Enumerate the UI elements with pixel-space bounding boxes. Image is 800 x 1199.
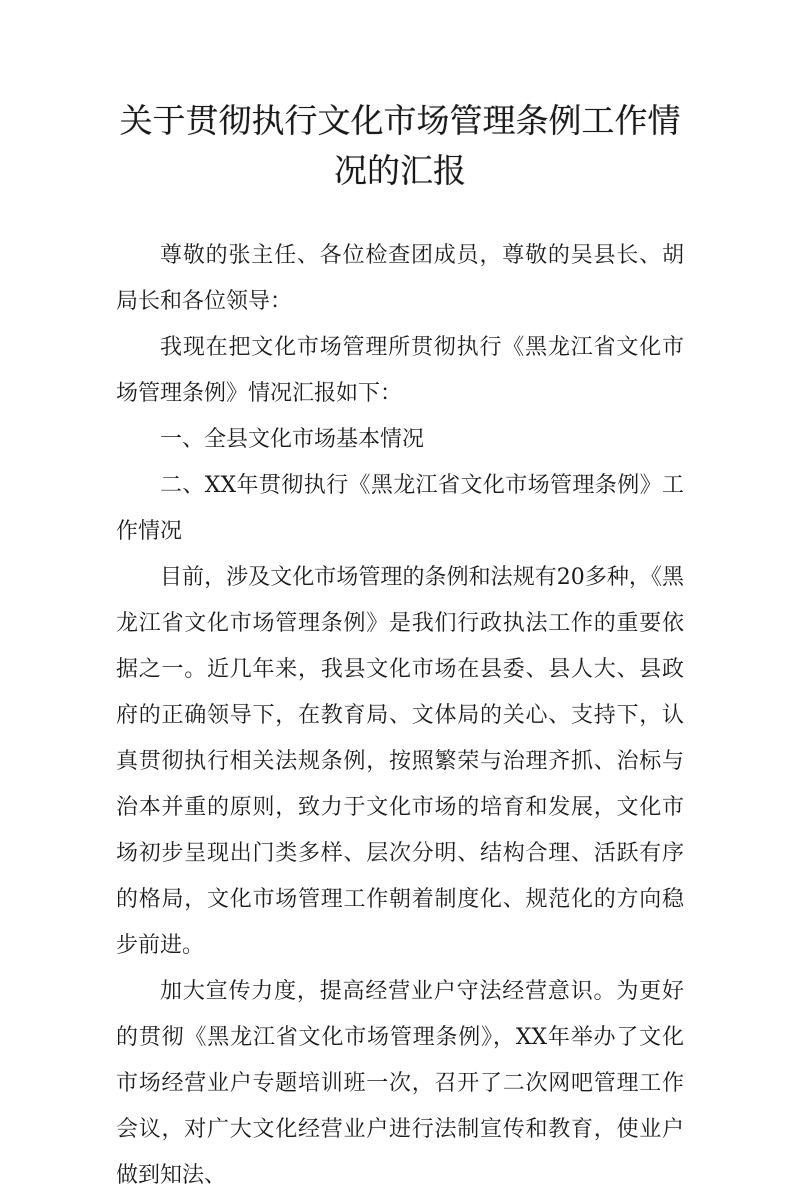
paragraph-salutation: 尊敬的张主任、各位检查团成员，尊敬的吴县长、胡局长和各位领导： — [116, 243, 684, 314]
section-heading-2: 二、XX年贯彻执行《黑龙江省文化市场管理条例》工作情况 — [116, 473, 684, 544]
document-body — [116, 233, 684, 1199]
section-heading-1: 一、全县文化市场基本情况 — [160, 427, 425, 452]
document-title: 关于贯彻执行文化市场管理条例工作情况的汇报 — [119, 101, 681, 190]
paragraph-overview: 目前，涉及文化市场管理的条例和法规有20多种，《黑龙江省文化市场管理条例》是我们行政执法工作的重要依据之一。近几年来，我县文化市场在县委、县人大、县政府的正确领导下，在教育局、文体局的关心、支持下，认真贯彻执行相关法规条例，按照繁荣与治理齐抓、治标与治本并重的原则，致力于文化市场的培育和发展，文化市场初步呈现出门类多样、层次分明、结构合理、活跃有序的格局，文化市场管理工作朝着制度化、规范化的方向稳步前进。 — [116, 565, 684, 958]
paragraph-intro: 我现在把文化市场管理所贯彻执行《黑龙江省文化市场管理条例》情况汇报如下： — [116, 335, 684, 406]
paragraph-publicity: 加大宣传力度，提高经营业户守法经营意识。为更好的贯彻《黑龙江省文化市场管理条例》，XX年举办了文化市场经营业户专题培训班一次，召开了二次网吧管理工作会议，对广大文化经营业户进行法制宣传和教育，使业户做到知法、 — [116, 979, 684, 1188]
